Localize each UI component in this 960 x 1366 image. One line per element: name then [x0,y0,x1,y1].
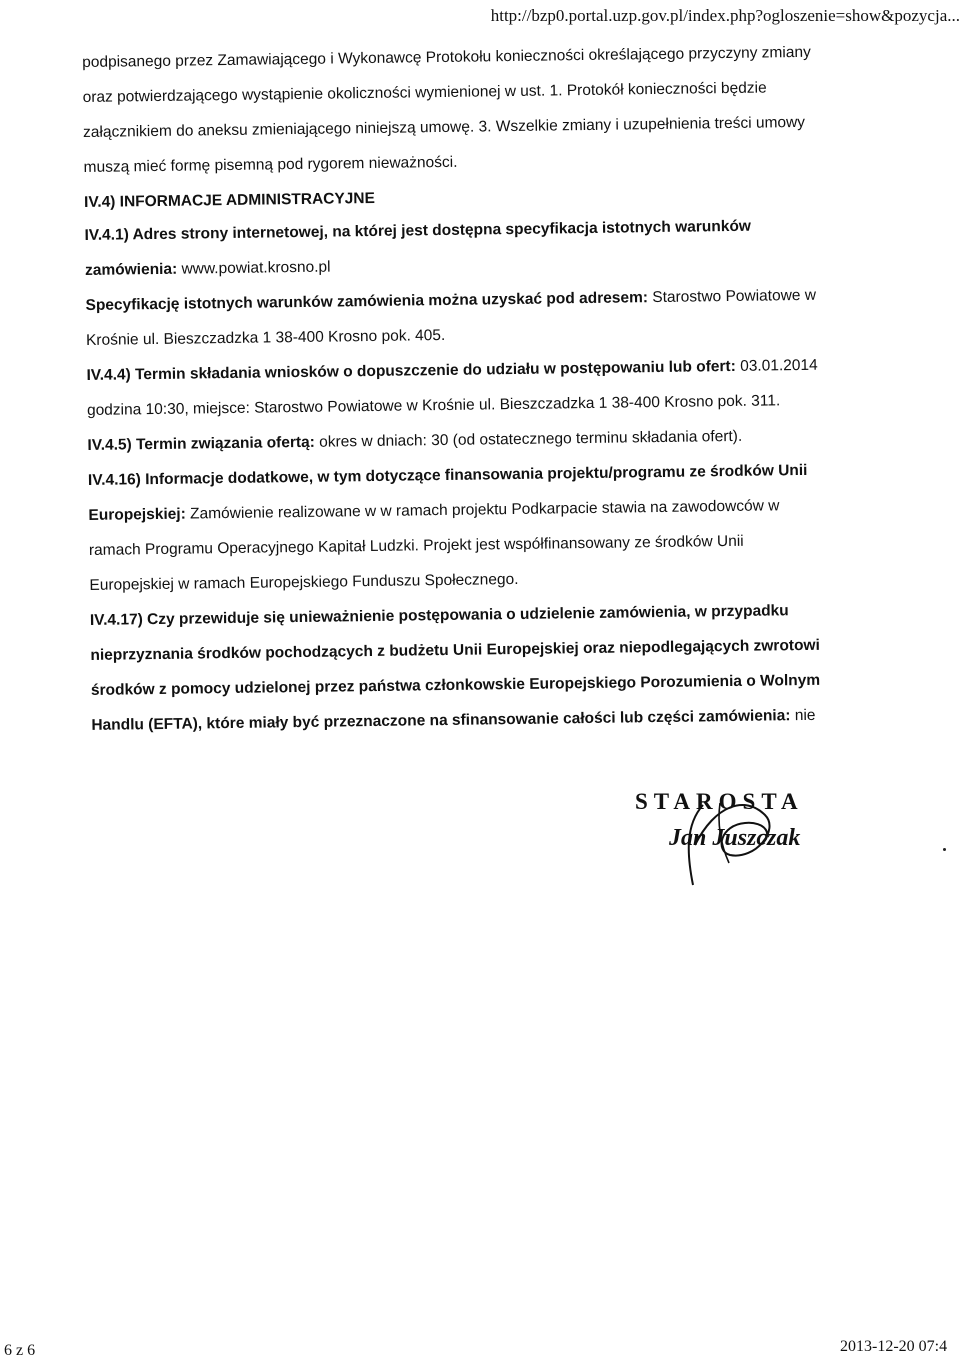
spec-line [85,283,920,316]
intro-line: muszą mieć formę pisemną pod rygorem nieważności. [83,153,458,176]
iv416-line [88,493,923,526]
iv416-value: Zamówienie realizowane w w ramach projektu Podkarpacie stawia na zawodowców w [185,497,780,523]
page-url: http://bzp0.portal.uzp.gov.pl/index.php?ogloszenie=show&pozycja... [490,6,960,25]
spec-value: Starostwo Powiatowe w [647,286,817,307]
iv417-label-line: środków z pomocy udzielonej przez państwa członkowskie Europejskiego Porozumienia o Wolnym [90,671,821,699]
iv45-line [87,423,922,456]
iv416-label-line: IV.4.16) Informacje dodatkowe, w tym dotyczące finansowania projektu/programu ze środków Unii [87,461,808,489]
intro-line: załącznikiem do aneksu zmieniającego niniejszą umowę. 3. Wszelkie zmiany i uzupełnienia treści umowy [83,113,806,141]
iv416-value-line: ramach Programu Operacyjnego Kapitał Ludzki. Projekt jest współfinansowany ze środków Unii [88,532,744,559]
iv417-label: Handlu (EFTA), które miały być przeznaczone na sfinansowanie całości lub części zamówienia: [91,707,791,734]
iv417-label-line: IV.4.17) Czy przewiduje się unieważnienie postępowania o udzielenie zamówienia, w przypadku [89,602,789,629]
section-iv45 [87,423,922,456]
handwritten-signature-icon [625,785,835,895]
iv41-label: zamówienia: [84,260,178,279]
iv417-value: nie [790,706,816,725]
spec-value-line: Krośnie ul. Bieszczadzka 1 38-400 Krosno pok. 405. [85,326,446,349]
iv44-line [86,353,921,386]
iv44-value: 03.01.2014 [735,356,818,375]
section-spec [85,283,921,351]
section-iv44 [86,353,922,421]
iv45-value: okres w dniach: 30 (od ostatecznego terminu składania ofert). [314,427,743,451]
section-iv417 [90,598,927,736]
section-heading: IV.4) INFORMACJE ADMINISTRACYJNE [83,189,376,211]
iv416-label: Europejskiej: [88,505,186,524]
signature-stamp [625,785,835,895]
print-timestamp: 2013-12-20 07:4 [840,1338,948,1355]
iv41-value: www.powiat.krosno.pl [177,258,331,278]
iv44-value-line: godzina 10:30, miejsce: Starostwo Powiatowe w Krośnie ul. Bieszczadzka 1 38-400 Krosno pok. 311. [86,392,781,419]
spec-label: Specyfikację istotnych warunków zamówienia można uzyskać pod adresem: [85,289,649,314]
stamp-name: Jan Juszczak [669,825,801,851]
iv41-label-line: IV.4.1) Adres strony internetowej, na której jest dostępna specyfikacja istotnych warunków [84,217,752,244]
page-number: 6 z 6 [4,1342,36,1359]
document-body [82,40,927,750]
iv45-label: IV.4.5) Termin związania ofertą: [87,433,316,454]
intro-line: oraz potwierdzającego wystąpienie okoliczności wymienionej w ust. 1. Protokół konieczności będzie [82,79,767,106]
section-iv416 [88,458,925,596]
intro-paragraph [82,40,919,178]
iv41-line [85,248,920,281]
iv417-line [91,703,926,736]
section-iv41 [84,213,920,281]
iv416-value-line: Europejskiej w ramach Europejskiego Funduszu Społecznego. [89,570,519,594]
iv44-label: IV.4.4) Termin składania wniosków o dopuszczenie do udziału w postępowaniu lub ofert: [86,357,736,384]
intro-line: podpisanego przez Zamawiającego i Wykonawcę Protokołu konieczności określającego przyczyny zmiany [82,43,811,71]
stamp-title: STAROSTA [635,789,804,814]
iv417-label-line: nieprzyznania środków pochodzących z budżetu Unii Europejskiej oraz niepodlegających zwrotowi [90,636,820,664]
scan-speck [943,848,946,851]
